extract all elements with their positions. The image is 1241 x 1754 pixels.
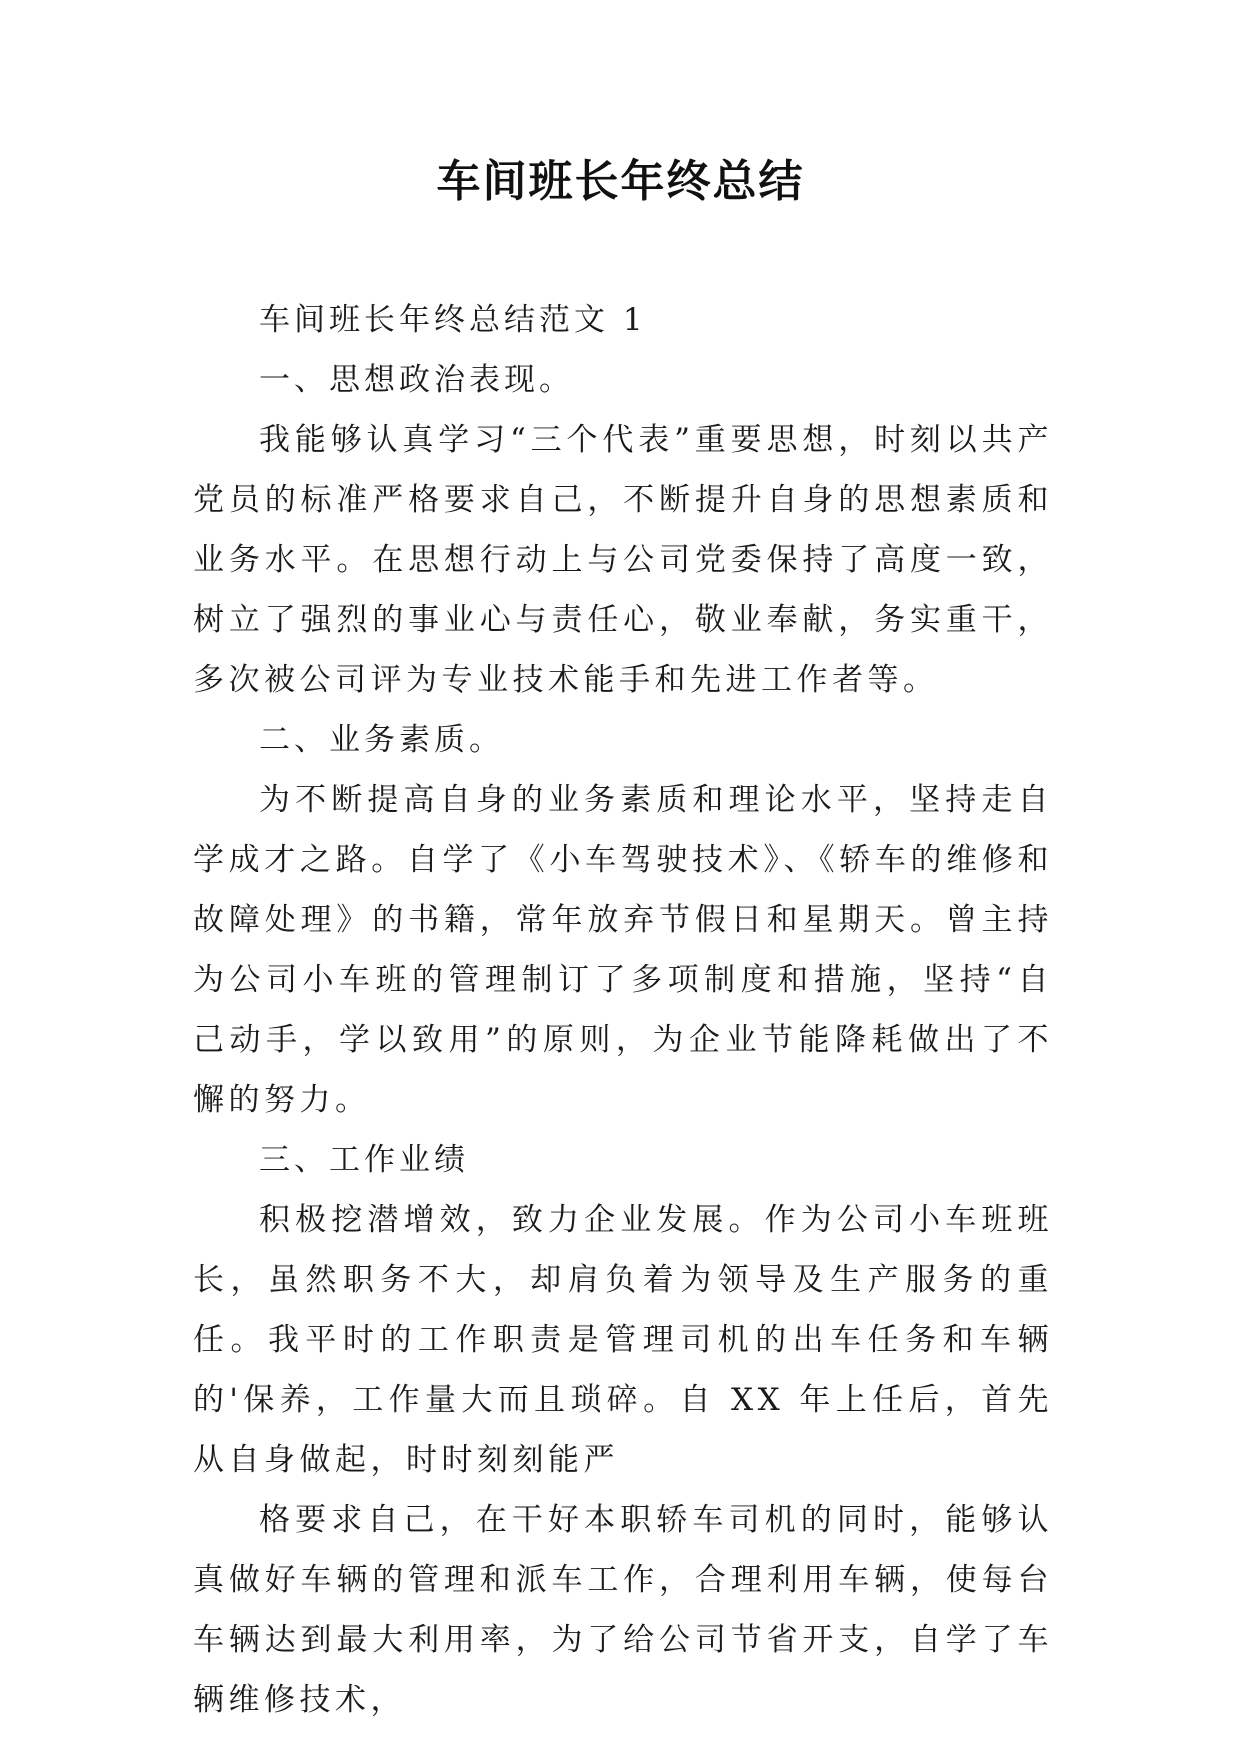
document-body: [193, 290, 1053, 1730]
document-title: 车间班长年终总结: [436, 156, 805, 207]
section-subtitle: 车间班长年终总结范文 1: [259, 302, 647, 338]
paragraph-4: 格要求自己，在干好本职轿车司机的同时，能够认真做好车辆的管理和派车工作，合理利用车辆，使每台车辆达到最大利用率，为了给公司节省开支，自学了车辆维修技术，: [193, 1502, 1053, 1718]
section-heading-1: 一、思想政治表现。: [259, 362, 574, 398]
section-heading-2: 二、业务素质。: [259, 722, 504, 758]
section-heading-3: 三、工作业绩: [259, 1142, 469, 1178]
paragraph-2: 为不断提高自身的业务素质和理论水平，坚持走自学成才之路。自学了《小车驾驶技术》、《轿车的维修和故障处理》的书籍，常年放弃节假日和星期天。曾主持为公司小车班的管理制订了多项制度和措施，坚持“自己动手，学以致用”的原则，为企业节能降耗做出了不懈的努力。: [193, 782, 1053, 1118]
paragraph-1: 我能够认真学习“三个代表”重要思想，时刻以共产党员的标准严格要求自己，不断提升自身的思想素质和业务水平。在思想行动上与公司党委保持了高度一致，树立了强烈的事业心与责任心，敬业奉献，务实重干，多次被公司评为专业技术能手和先进工作者等。: [193, 422, 1053, 698]
paragraph-3: 积极挖潜增效，致力企业发展。作为公司小车班班长，虽然职务不大，却肩负着为领导及生产服务的重任。我平时的工作职责是管理司机的出车任务和车辆的'保养，工作量大而且琐碎。自 XX 年上任后，首先从自身做起，时时刻刻能严: [193, 1202, 1053, 1478]
